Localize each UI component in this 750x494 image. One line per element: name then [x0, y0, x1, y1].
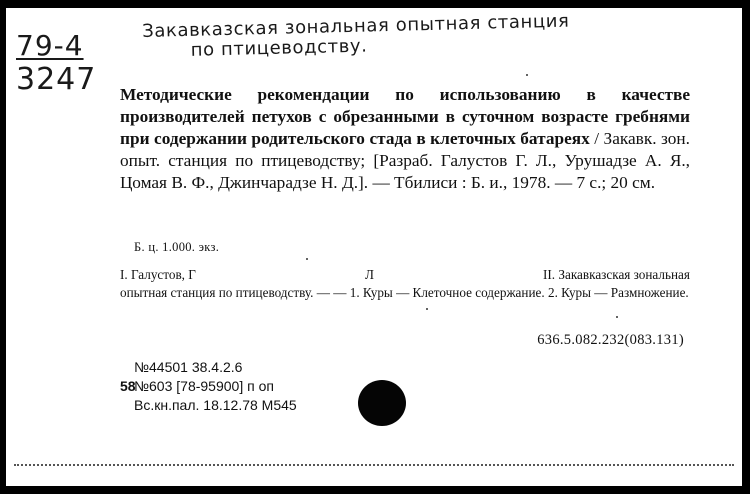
heading-line-2: по птицеводству. [190, 35, 368, 61]
tracing-continuation: опытная станция по птицеводству. — — 1. Куры — Клеточное содержание. 2. Куры — Размножение. [120, 285, 689, 300]
shelf-mark-bottom: 3247 [16, 62, 97, 97]
stamp-line-1: №44501 38.4.2.6 [134, 359, 243, 375]
classification-number: 636.5.082.232(083.131) [537, 332, 684, 348]
price-line: Б. ц. 1.000. экз. [134, 240, 220, 254]
speck [426, 308, 428, 310]
tracing-initial: Л [364, 267, 374, 282]
speck [526, 74, 528, 76]
bottom-border [14, 464, 734, 466]
handwritten-heading [142, 12, 570, 62]
tracing-author: I. Галустов, Г [120, 267, 196, 282]
speck [616, 316, 618, 318]
stamp-block [120, 358, 297, 415]
stamp-line-2: №603 [78-95900] п оп [134, 378, 274, 394]
shelf-mark [16, 30, 96, 96]
tracings [120, 266, 690, 302]
stamp-line-3: Вс.кн.пал. 18.12.78 М545 [134, 397, 297, 413]
heading-line-1: Закавказская зональная опытная станция [141, 10, 570, 42]
tracing-corporate: II. Закавказская зональная [542, 267, 690, 282]
stamp-number: 58 [120, 378, 136, 394]
entry-details: / Закавк. зон. опыт. станция по птицеводству; [Разраб. Галустов Г. Л., Урушадзе А. Я., Цомая В. Ф., Джинчарадзе Н. Д.]. — Тбилиси : Б. и., 1978. — 7 с.; 20 см. [120, 129, 690, 192]
speck [306, 258, 308, 260]
entry-title: Методические рекомендации по использованию в качестве производителей петухов с обрезанными в суточном возрасте гребнями при содержании родительского стада в клеточных батареях [120, 85, 690, 148]
punch-hole [358, 380, 406, 426]
bibliographic-entry [120, 84, 690, 194]
catalog-card [6, 8, 742, 486]
shelf-mark-top: 79-4 [16, 29, 84, 62]
